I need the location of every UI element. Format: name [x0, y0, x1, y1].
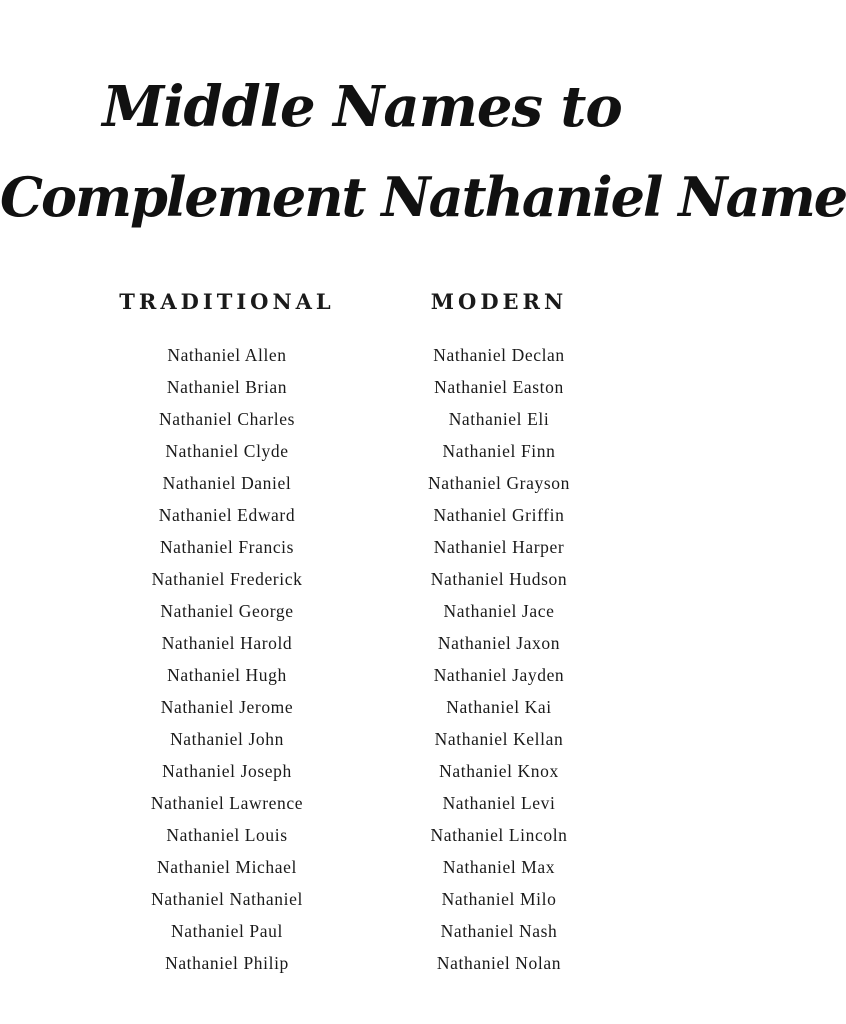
list-item: Nathaniel Lawrence: [150, 793, 304, 813]
list-item: Nathaniel Eli: [448, 409, 550, 429]
list-item: Nathaniel Charles: [158, 409, 296, 429]
list-item: Nathaniel Knox: [439, 761, 559, 781]
list-item: Nathaniel Paul: [171, 921, 283, 941]
list-item: Nathaniel Jaxon: [437, 633, 561, 653]
list-item: Nathaniel Harper: [433, 537, 565, 557]
page-title-line-2: Complement Nathaniel Name: [0, 165, 846, 229]
list-item: Nathaniel Milo: [441, 889, 557, 909]
list-item: Nathaniel Jayden: [433, 665, 565, 685]
traditional-column: [92, 285, 362, 979]
traditional-name-list: [92, 339, 362, 979]
list-item: Nathaniel Lincoln: [430, 825, 568, 845]
list-item: Nathaniel Harold: [161, 633, 293, 653]
list-item: Nathaniel Edward: [158, 505, 296, 525]
modern-column: [364, 285, 634, 979]
list-item: Nathaniel Joseph: [162, 761, 292, 781]
list-item: Nathaniel Jerome: [160, 697, 294, 717]
modern-name-list: [364, 339, 634, 979]
list-item: Nathaniel Finn: [442, 441, 556, 461]
list-item: Nathaniel Levi: [442, 793, 556, 813]
list-item: Nathaniel Brian: [166, 377, 288, 397]
list-item: Nathaniel Jace: [443, 601, 555, 621]
list-item: Nathaniel Daniel: [162, 473, 292, 493]
list-item: Nathaniel Griffin: [433, 505, 565, 525]
list-item: Nathaniel Max: [442, 857, 556, 877]
list-item: Nathaniel Nash: [440, 921, 558, 941]
list-item: Nathaniel Francis: [159, 537, 295, 557]
traditional-heading: TRADITIONAL: [119, 289, 335, 314]
list-item: Nathaniel George: [160, 601, 294, 621]
list-item: Nathaniel Declan: [433, 345, 565, 365]
list-item: Nathaniel Easton: [434, 377, 564, 397]
list-item: Nathaniel Kai: [446, 697, 552, 717]
list-item: Nathaniel Hugh: [167, 665, 287, 685]
list-item: Nathaniel Kellan: [434, 729, 564, 749]
list-item: Nathaniel Grayson: [428, 473, 570, 493]
page-title-line-1: Middle Names to: [102, 74, 622, 140]
list-item: Nathaniel Philip: [165, 953, 289, 973]
list-item: Nathaniel Louis: [166, 825, 288, 845]
list-item: Nathaniel Hudson: [430, 569, 568, 589]
list-item: Nathaniel Nathaniel: [151, 889, 303, 909]
list-item: Nathaniel Frederick: [151, 569, 303, 589]
list-item: Nathaniel Clyde: [165, 441, 289, 461]
list-item: Nathaniel Nolan: [436, 953, 562, 973]
list-item: Nathaniel John: [170, 729, 284, 749]
modern-heading: MODERN: [430, 289, 568, 314]
list-item: Nathaniel Michael: [157, 857, 297, 877]
list-item: Nathaniel Allen: [167, 345, 287, 365]
